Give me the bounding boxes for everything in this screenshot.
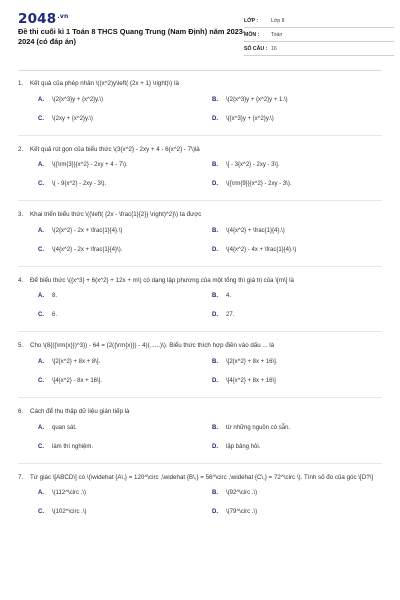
option-label: D.: [212, 443, 218, 450]
option-label: C.: [38, 181, 44, 188]
question-number: 5.: [18, 342, 24, 350]
site-logo[interactable]: [18, 11, 68, 27]
option-text: 8.: [52, 293, 58, 300]
option-label: A.: [38, 96, 44, 103]
answer-option-a[interactable]: [38, 96, 212, 104]
answer-option-a[interactable]: [38, 161, 212, 169]
answer-options: [38, 424, 382, 451]
question-text: Kết quả của phép nhân \((x^2)y\left( {2x + 1} \right)\) là: [30, 80, 179, 87]
question-text: Để biểu thức \({x^3} + 6{x^2} + 12x + m\) có dạng lập phương của một tổng thì giá trị của \[m\] là: [30, 276, 294, 284]
option-text: \(2xy + {x^2}y.\): [52, 115, 93, 122]
answer-option-d[interactable]: [212, 311, 386, 319]
option-text: \(2{x^3}y + {x^2}y.\): [52, 96, 104, 103]
meta-label: LỚP :: [244, 17, 259, 24]
option-text: \[4{x^2} + 8x + 16\]: [226, 377, 276, 384]
question-5: [18, 342, 382, 385]
answer-option-b[interactable]: [212, 358, 386, 366]
answer-option-b[interactable]: [212, 424, 386, 432]
option-text: từ những nguồn có sẵn.: [226, 424, 291, 431]
meta-row-question-count: [244, 42, 394, 56]
logo-suffix: .vn: [57, 12, 69, 20]
question-number: 6.: [18, 407, 24, 415]
option-label: A.: [38, 424, 44, 431]
option-text: \(79^\circ .\): [226, 509, 258, 516]
answer-options: [38, 358, 382, 385]
question-text: Khai triển biểu thức \({\left( {2x - \frac{1}{2}} \right)^2}\) ta được: [30, 211, 202, 219]
option-label: B.: [212, 490, 218, 497]
option-label: B.: [212, 227, 218, 234]
exam-meta: [244, 14, 394, 56]
logo-text: 2048: [18, 11, 57, 27]
answer-option-d[interactable]: [212, 246, 386, 254]
answer-option-b[interactable]: [212, 96, 386, 104]
option-text: \(2{x^2} - 2x + \frac{1}{4}.\): [52, 227, 123, 234]
meta-row-subject: [244, 28, 394, 42]
question-stem: [18, 146, 382, 155]
question-stem: [18, 277, 382, 286]
option-label: D.: [212, 115, 218, 122]
question-number: 2.: [18, 145, 24, 153]
option-label: A.: [38, 358, 44, 365]
meta-value: Toán: [271, 31, 283, 38]
answer-option-a[interactable]: [38, 424, 212, 432]
exam-title: Đề thi cuối kì 1 Toán 8 THCS Quang Trung (Nam Định) năm 2023-2024 (có đáp án): [18, 27, 246, 46]
question-number: 3.: [18, 211, 24, 219]
option-text: quan sát.: [52, 424, 77, 431]
answer-option-a[interactable]: [38, 227, 212, 235]
question-4: [18, 277, 382, 320]
option-label: A.: [38, 293, 44, 300]
option-text: làm thí nghiệm.: [52, 443, 94, 450]
question-divider: [18, 331, 382, 332]
option-text: \({\rm{9}}{x^2} - 2xy - 3\).: [226, 181, 292, 188]
option-label: C.: [38, 246, 44, 253]
answer-option-a[interactable]: [38, 292, 212, 300]
answer-option-b[interactable]: [212, 489, 386, 497]
answer-option-d[interactable]: [212, 377, 386, 385]
header-divider: [18, 70, 382, 71]
question-number: 4.: [18, 276, 24, 284]
question-divider: [18, 266, 382, 267]
option-label: B.: [212, 293, 218, 300]
question-stem: [18, 80, 382, 89]
answer-option-d[interactable]: [212, 115, 386, 123]
question-stem: [18, 474, 382, 483]
answer-option-b[interactable]: [212, 161, 386, 169]
option-label: C.: [38, 509, 44, 516]
meta-value: Lớp 8: [271, 17, 285, 24]
option-text: lập bảng hỏi.: [226, 443, 261, 450]
option-label: A.: [38, 162, 44, 169]
option-label: C.: [38, 377, 44, 384]
option-text: \(92^\circ .\): [226, 490, 258, 497]
option-label: D.: [212, 246, 218, 253]
question-divider: [18, 135, 382, 136]
question-divider: [18, 463, 382, 464]
question-1: [18, 80, 382, 123]
option-text: \(4{x^2} - 2x + \frac{1}{4}\).: [52, 246, 123, 253]
answer-option-c[interactable]: [38, 508, 212, 516]
option-text: \(102^\circ .\): [52, 509, 87, 516]
option-text: \[2{x^2} + 8x + 16\].: [226, 358, 278, 365]
option-text: \({x^3}y + {x^2}y.\): [226, 115, 274, 122]
option-label: C.: [38, 115, 44, 122]
option-label: A.: [38, 490, 44, 497]
answer-option-c[interactable]: [38, 311, 212, 319]
answer-option-c[interactable]: [38, 115, 212, 123]
question-2: [18, 146, 382, 189]
option-label: D.: [212, 181, 218, 188]
answer-option-b[interactable]: [212, 292, 386, 300]
question-text: Cách để thu thập dữ liệu gián tiếp là: [30, 407, 130, 415]
option-text: \(4{x^2} + \frac{1}{4}.\): [226, 227, 285, 234]
answer-options: [38, 161, 382, 188]
question-list: [18, 80, 382, 528]
answer-options: [38, 96, 382, 123]
answer-option-c[interactable]: [38, 443, 212, 451]
answer-option-d[interactable]: [212, 180, 386, 188]
option-text: \(2{x^3}y + {x^2}y + 1.\): [226, 96, 288, 103]
option-label: D.: [212, 509, 218, 516]
option-text: \[ - 3{x^2} - 2xy - 3\].: [226, 162, 280, 169]
option-label: A.: [38, 227, 44, 234]
option-text: \({\rm{3}}{x^2} - 2xy + 4 - 7\).: [52, 162, 128, 169]
option-text: \[2{x^2} + 8x + 8\].: [52, 358, 101, 365]
question-stem: [18, 342, 382, 351]
option-text: \[4{x^2} - 8x + 16\].: [52, 377, 103, 384]
answer-option-d[interactable]: [212, 443, 386, 451]
option-label: D.: [212, 377, 218, 384]
option-text: 6.: [52, 312, 58, 319]
meta-label: SỐ CÂU :: [244, 45, 268, 52]
question-divider: [18, 397, 382, 398]
option-label: C.: [38, 443, 44, 450]
question-6: [18, 408, 382, 451]
option-label: B.: [212, 162, 218, 169]
option-label: B.: [212, 358, 218, 365]
answer-option-c[interactable]: [38, 377, 212, 385]
option-text: \( - 9{x^2} - 2xy - 3\).: [52, 181, 107, 188]
page-header: [18, 0, 382, 62]
option-text: \(4{x^2} - 4x + \frac{1}{4}.\): [226, 246, 297, 253]
meta-row-class: [244, 14, 394, 28]
option-text: 27.: [226, 312, 235, 319]
option-text: \(112^\circ .\): [52, 490, 87, 497]
question-number: 7.: [18, 473, 24, 481]
answer-option-d[interactable]: [212, 508, 386, 516]
option-label: B.: [212, 96, 218, 103]
meta-value: 16: [271, 45, 277, 52]
option-label: C.: [38, 312, 44, 319]
answer-option-a[interactable]: [38, 489, 212, 497]
answer-option-a[interactable]: [38, 358, 212, 366]
answer-option-b[interactable]: [212, 227, 386, 235]
question-text: Cho \(8{({\rm{x}})^3}) - 64 = (2({\rm{x}}) - 4)(......)\). Biểu thức thích hợp điền vào dấu ... là: [30, 342, 275, 350]
question-number: 1.: [18, 80, 24, 87]
meta-label: MÔN :: [244, 31, 260, 38]
question-7: [18, 474, 382, 517]
option-label: D.: [212, 312, 218, 319]
answer-options: [38, 292, 382, 319]
question-stem: [18, 211, 382, 220]
answer-option-c[interactable]: [38, 180, 212, 188]
question-stem: [18, 408, 382, 417]
question-text: Kết quả rút gọn của biểu thức \(3{x^2} - 2xy + 4 - 6{x^2} - 7\)là: [30, 145, 200, 153]
option-label: B.: [212, 424, 218, 431]
question-divider: [18, 200, 382, 201]
answer-option-c[interactable]: [38, 246, 212, 254]
question-text: Tứ giác \[ABCD\] có \(\widehat {A\,} = 120^\circ ,\widehat {B\,} = 56^\circ ,\widehat {C\,} = 72^\circ \). Tính số đo của góc \[D?\]: [30, 473, 374, 481]
answer-options: [38, 489, 382, 516]
option-text: 4.: [226, 293, 232, 300]
answer-options: [38, 227, 382, 254]
question-3: [18, 211, 382, 254]
